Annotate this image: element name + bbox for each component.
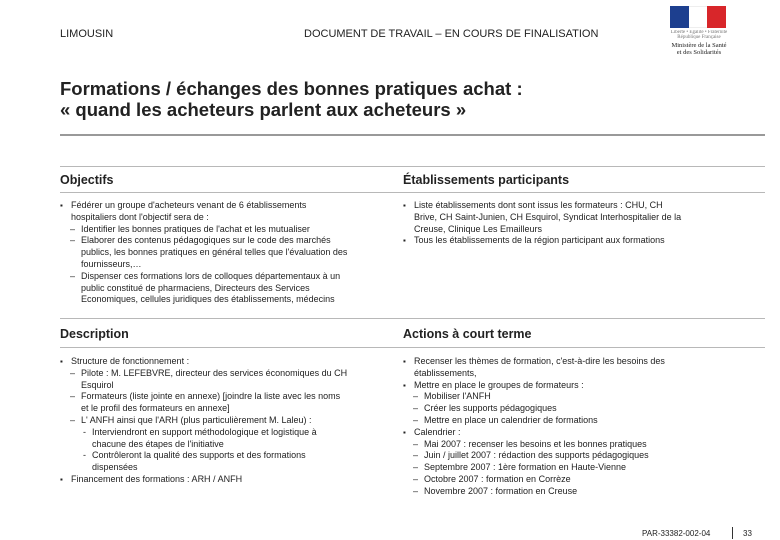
text-line: – Octobre 2007 : formation en Corrèze bbox=[403, 474, 748, 486]
title-divider bbox=[60, 134, 765, 136]
text-line: – Dispenser ces formations lors de colloques départementaux à un bbox=[60, 271, 385, 283]
text-line: - Interviendront en support méthodologique et logistique à bbox=[60, 427, 385, 439]
text-line: Esquirol bbox=[81, 379, 114, 390]
document-status: DOCUMENT DE TRAVAIL – EN COURS DE FINALISATION bbox=[304, 28, 599, 40]
text-line: établissements, bbox=[414, 367, 477, 378]
actions-heading: Actions à court terme bbox=[403, 327, 532, 341]
text-line: Brive, CH Saint-Junien, CH Esquirol, Syndicat Interhospitalier de la bbox=[414, 211, 682, 222]
footer-separator bbox=[732, 527, 733, 539]
text-line: – Pilote : M. LEFEBVRE, directeur des services économiques du CH bbox=[60, 368, 385, 380]
text-line: – Formateurs (liste jointe en annexe) [joindre la liste avec les noms bbox=[60, 391, 385, 403]
document-reference: PAR-33382-002-04 bbox=[642, 529, 711, 538]
text-line: ▪ Structure de fonctionnement : bbox=[60, 356, 385, 368]
text-line: – Novembre 2007 : formation en Creuse bbox=[403, 486, 748, 498]
ministry-logo bbox=[668, 6, 730, 62]
text-line: et le profil des formateurs en annexe] bbox=[81, 403, 230, 414]
text-line: ▪ Mettre en place le groupes de formateurs : bbox=[403, 380, 748, 392]
text-line: ▪ Tous les établissements de la région participant aux formations bbox=[403, 235, 748, 247]
page-number: 33 bbox=[743, 529, 752, 538]
divider-mid bbox=[60, 318, 765, 319]
text-line: – Créer les supports pédagogiques bbox=[403, 403, 748, 415]
divider-bottom-sections bbox=[60, 347, 765, 348]
region-label: LIMOUSIN bbox=[60, 28, 114, 40]
etablissements-heading: Établissements participants bbox=[403, 173, 570, 187]
page-title bbox=[60, 78, 523, 120]
text-line: – Septembre 2007 : 1ère formation en Haute-Vienne bbox=[403, 462, 748, 474]
text-line: Creuse, Clinique Les Emailleurs bbox=[414, 223, 543, 234]
objectifs-content bbox=[60, 200, 385, 306]
text-line: publics, les bonnes pratiques en général telles que l'évaluation des bbox=[81, 247, 348, 258]
actions-content bbox=[403, 356, 748, 498]
text-line: - Contrôleront la qualité des supports et des formations bbox=[60, 450, 385, 462]
text-line: ▪ Financement des formations : ARH / ANFH bbox=[60, 474, 385, 486]
text-line: ▪ Liste établissements dont sont issus les formateurs : CHU, CH bbox=[403, 200, 748, 212]
text-line: fournisseurs,… bbox=[81, 258, 142, 269]
text-line: ▪ Calendrier : bbox=[403, 427, 748, 439]
text-line: – Mettre en place un calendrier de formations bbox=[403, 415, 748, 427]
french-flag-icon bbox=[670, 6, 726, 28]
text-line: ▪ Recenser les thèmes de formation, c'est-à-dire les besoins des bbox=[403, 356, 748, 368]
description-content bbox=[60, 356, 385, 486]
etablissements-content bbox=[403, 200, 748, 247]
text-line: ▪ Fédérer un groupe d'acheteurs venant de 6 établissements bbox=[60, 200, 385, 212]
text-line: – L' ANFH ainsi que l'ARH (plus particulièrement M. Laleu) : bbox=[60, 415, 385, 427]
title-line-1: Formations / échanges des bonnes pratiques achat : bbox=[60, 78, 523, 99]
text-line: – Identifier les bonnes pratiques de l'achat et les mutualiser bbox=[60, 224, 385, 236]
text-line: – Elaborer des contenus pédagogiques sur le code des marchés bbox=[60, 235, 385, 247]
ministry-name: Ministère de la Santé et des Solidarités bbox=[671, 42, 727, 56]
text-line: – Juin / juillet 2007 : rédaction des supports pédagogiques bbox=[403, 450, 748, 462]
objectifs-heading: Objectifs bbox=[60, 173, 114, 187]
text-line: Economiques, cellules juridiques des établissements, médecins bbox=[81, 294, 335, 305]
text-line: chacune des étapes de l'initiative bbox=[92, 438, 224, 449]
divider-top-sections bbox=[60, 192, 765, 193]
title-line-2: « quand les acheteurs parlent aux acheteurs » bbox=[60, 99, 467, 120]
description-heading: Description bbox=[60, 327, 129, 341]
text-line: public constitué de pharmaciens, Directeurs des Services bbox=[81, 282, 310, 293]
divider-top-left-head bbox=[60, 166, 765, 167]
text-line: – Mobiliser l'ANFH bbox=[403, 391, 748, 403]
text-line: – Mai 2007 : recenser les besoins et les bonnes pratiques bbox=[403, 439, 748, 451]
text-line: dispensées bbox=[92, 462, 138, 473]
text-line: hospitaliers dont l'objectif sera de : bbox=[71, 211, 209, 222]
republic-motto: Liberté • Égalité • Fraternité République Française bbox=[670, 30, 728, 40]
